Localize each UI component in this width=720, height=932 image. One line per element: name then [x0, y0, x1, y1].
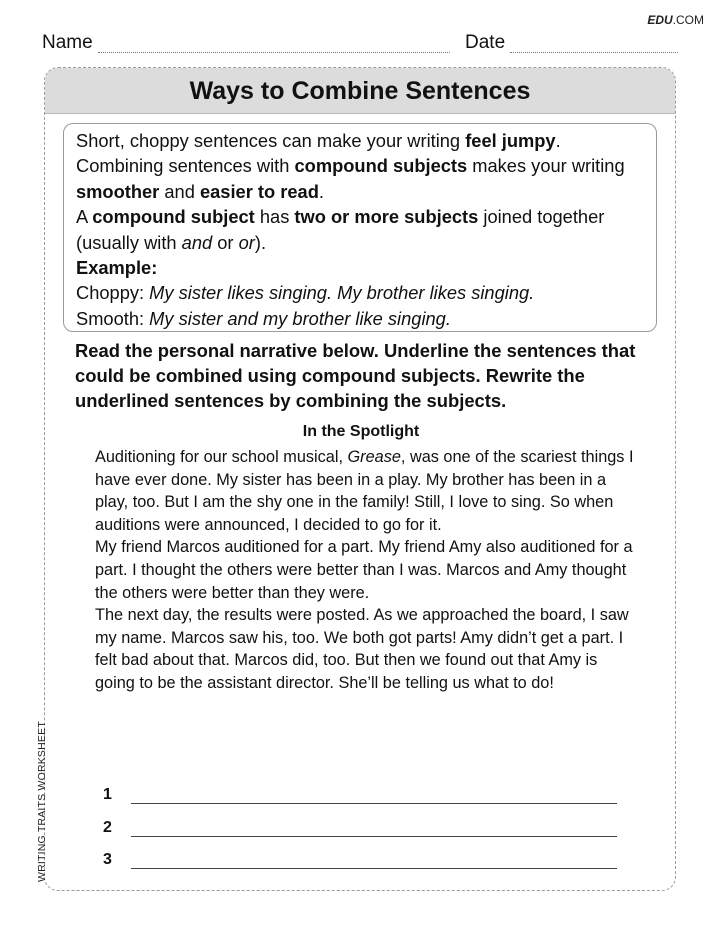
worksheet-title: Ways to Combine Sentences	[45, 68, 675, 114]
text-run: smoother	[76, 180, 160, 202]
text-run: and	[159, 180, 200, 202]
intro-paragraph-2	[76, 204, 646, 255]
text-run: ).	[254, 231, 267, 253]
name-field[interactable]	[98, 52, 450, 53]
smooth-example: Smooth: My sister and my brother like singing.	[76, 307, 451, 329]
instructions: Read the personal narrative below. Underline the sentences that could be combined using compound subjects. Rewrite the underlined sentences by combining the subjects.	[75, 340, 636, 411]
worksheet-card	[44, 67, 676, 891]
name-label: Name	[42, 32, 93, 53]
answer-line-3[interactable]	[131, 868, 617, 869]
answer-row-2	[103, 815, 623, 848]
text-run: feel jumpy	[465, 130, 556, 151]
logo-edu-text: EDU	[647, 13, 673, 27]
intro-paragraph-1	[76, 128, 646, 204]
name-date-row	[42, 32, 678, 56]
text-run: compound subject	[92, 206, 255, 228]
date-label: Date	[465, 32, 506, 53]
intro-box	[63, 123, 657, 332]
text-run: Grease	[347, 448, 401, 466]
text-run: .	[318, 180, 324, 202]
answer-lines	[103, 782, 623, 880]
text-run: two or more subjects	[294, 206, 479, 228]
text-run: A	[76, 206, 93, 228]
answer-line-2[interactable]	[131, 836, 617, 837]
text-run: has	[254, 206, 295, 228]
text-run: makes your writing	[467, 155, 625, 177]
text-run: or	[212, 231, 239, 253]
answer-row-1	[103, 782, 623, 815]
text-run: . Combining sentences with	[76, 130, 561, 177]
story-paragraph-1	[95, 446, 635, 536]
text-run: joined together (usually with	[76, 206, 605, 253]
answer-number: 2	[103, 818, 112, 836]
edu-com-logo	[647, 13, 704, 27]
text-run: , was one of the scariest things I have ever done. My sister has been in a play. My brother has been in a play, too. But I am the shy one in the family! Still, I love to sing. So when auditions were announced, I decided to go for it.	[95, 448, 634, 534]
answer-number: 3	[103, 851, 112, 868]
text-run: Short, choppy sentences can make your writing	[76, 130, 466, 151]
choppy-example: Choppy: My sister likes singing. My brother likes singing.	[76, 282, 535, 304]
text-run: or	[238, 231, 255, 253]
story-paragraph-3: The next day, the results were posted. As we approached the board, I saw my name. Marcos saw his, too. We both got parts! Amy didn’t get a part. I felt bad about that. Marcos did, too. But then we found out that Amy is going to be the assistant director. She’ll be telling us what to do!	[95, 606, 629, 692]
logo-com-text: .COM	[672, 13, 704, 27]
story-title: In the Spotlight	[302, 423, 420, 440]
answer-row-3	[103, 847, 623, 880]
answer-line-1[interactable]	[131, 803, 617, 804]
answer-number: 1	[103, 786, 112, 803]
story-text	[95, 446, 635, 695]
text-run: Auditioning for our school musical,	[95, 448, 348, 466]
text-run: compound subjects	[294, 155, 468, 177]
story-paragraph-2: My friend Marcos auditioned for a part. My friend Amy also auditioned for a part. I thought the others were better than I was. Marcos and Amy thought the others were better than they were.	[95, 538, 633, 602]
side-label: WRITING TRAITS WORKSHEET	[36, 721, 48, 882]
date-field[interactable]	[510, 52, 678, 53]
example-label: Example:	[76, 257, 158, 279]
text-run: easier to read	[199, 180, 319, 202]
text-run: and	[181, 231, 213, 253]
